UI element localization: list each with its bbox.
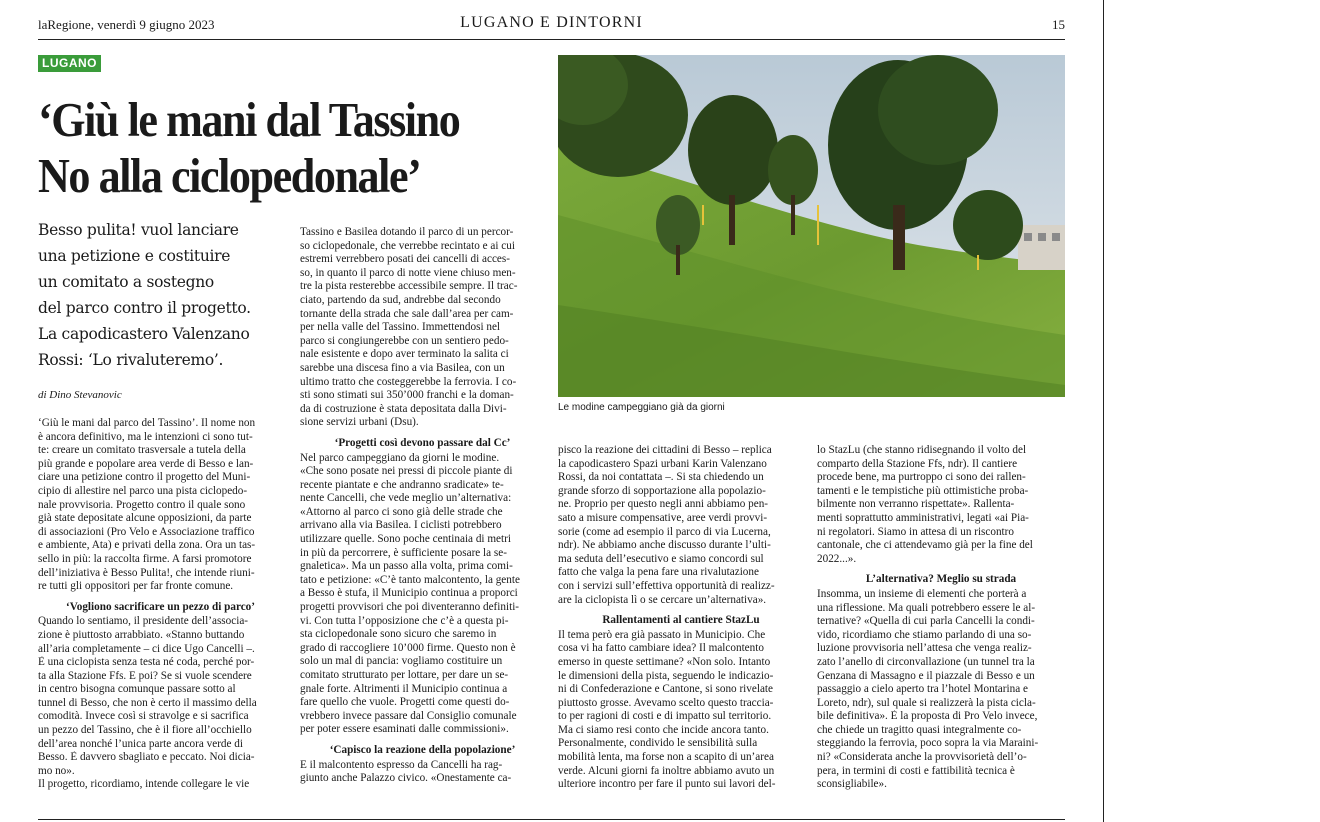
standfirst-line: una petizione e costituire	[38, 247, 231, 265]
text-line: lo StazLu (che stanno ridisegnando il volto del	[817, 444, 1027, 456]
text-line: «Attorno al parco ci sono già delle strade che	[300, 505, 503, 518]
text-line: gnale forte. Altrimenti il Municipio continua a	[300, 682, 508, 695]
standfirst-line: del parco contro il progetto.	[38, 299, 251, 317]
text-line: «Che sono posate nei pressi di piccole piante di	[300, 465, 513, 478]
text-line: di associazioni (Pro Velo e Associazione traffico	[38, 525, 255, 538]
text-line: giunto anche Palazzo civico. «Onestamente ca-	[300, 772, 512, 785]
text-line: vrebbero invece passare dal Consiglio comunale	[300, 709, 517, 722]
text-line: re tutti gli oppositori per far fronte comune.	[38, 580, 234, 593]
text-line: da di costruzione è stata depositata dalla Divi-	[300, 402, 507, 415]
text-line: solo un mal di pancia: vogliamo costituire un	[300, 655, 503, 668]
standfirst-line: un comitato a sostegno	[38, 273, 214, 291]
text-line: so ciclopedonale, che verrebbe recintato e ai cui	[300, 239, 515, 252]
text-line: sello in più: la raccolta firme. A farsi promotore	[38, 552, 252, 565]
text-line: a Besso è stufa, il Municipio continua a proporci	[300, 587, 518, 600]
text-line: ne. Proprio per questo negli anni abbiamo pen-	[558, 498, 769, 511]
page-header	[38, 14, 1065, 36]
text-line: per nella valle del Tassino. Immettendosi nel	[300, 321, 501, 334]
text-line: tato e petizione: «C’è tanto malcontento, la gente	[300, 573, 520, 586]
text-line: ni regolatori. Siamo in attesa di un riscontro	[817, 525, 1014, 538]
text-line: È una ciclopista senza testa né coda, perché por-	[38, 656, 255, 669]
text-line: sorie (come ad esempio il parco di via Lucerna,	[558, 525, 771, 538]
article-column-1	[38, 417, 283, 792]
text-line: to per ragioni di costi e di impatto sul territorio.	[558, 710, 772, 723]
text-line: ‘Giù le mani dal parco del Tassino’. Il nome non	[38, 417, 256, 429]
text-line: sarebbe una discesa fino a via Basilea, con un	[300, 361, 505, 374]
text-line: are la ciclopista lì o se cercare un’alternativa».	[558, 593, 767, 606]
text-line: verde. Alcuni giorni fa inoltre abbiamo avuto un	[558, 764, 775, 777]
text-line: nale esistente e dopo aver terminato la salita ci	[300, 348, 509, 361]
text-line: vido, ricordiamo che stiamo parlando di una so-	[817, 628, 1032, 641]
text-line: Il tema però era già passato in Municipio. Che	[558, 628, 766, 641]
text-line: sta ciclopedonale sono sicuro che saremo in	[300, 628, 497, 641]
text-line: Insomma, un insieme di elementi che porterà a	[817, 587, 1027, 600]
text-line: comodità. Invece così si stravolge e si sacrifica	[38, 710, 249, 723]
text-line: ultimo tratto che costeggerebbe la ferrovia. I co-	[300, 375, 517, 388]
text-line: progetti provvisori che poi diventeranno definiti-	[300, 601, 520, 614]
text-line: con i servizi sull’effettiva opportunità di realizz-	[558, 579, 775, 592]
subheading: Rallentamenti al cantiere StazLu	[602, 614, 760, 627]
text-line: 2022...».	[817, 552, 857, 565]
text-line: sione servizi urbani (Dsu).	[300, 416, 419, 429]
text-line: gnaletica». Ma un passo alla volta, prima comi-	[300, 560, 513, 573]
standfirst-line: Besso pulita! vuol lanciare	[38, 221, 239, 239]
text-line: sconsigliabile».	[817, 778, 887, 791]
text-line: nente Cancelli, che vede meglio un’alternativa:	[300, 492, 512, 505]
subheading: ‘Progetti così devono passare dal Cc’	[334, 436, 511, 449]
text-line: Personalmente, condivido le sensibilità sulla	[558, 737, 758, 750]
publication-date: laRegione, venerdì 9 giugno 2023	[38, 17, 215, 32]
text-line: un pezzo del Tassino, che è il fiore all’occhiello	[38, 724, 252, 737]
text-line: all’aria completamente – ci dice Ugo Cancelli –.	[38, 642, 255, 655]
text-line: tunnel di Besso, che non è certo il massimo della	[38, 696, 257, 709]
text-line: Il progetto, ricordiamo, intende collegare le vie	[38, 778, 250, 791]
text-line: in più da percorrere, è sufficiente posare la se-	[300, 546, 507, 559]
text-line: recente piantate e che andranno sradicate» te-	[300, 478, 504, 491]
header-divider	[38, 39, 1065, 40]
text-line: in centro bisogna comunque passare sotto al	[38, 683, 236, 696]
text-line: Quando lo sentiamo, il presidente dell’associa-	[38, 615, 249, 628]
text-line: steggiando la ferrovia, poco sopra la via Maraini-	[817, 737, 1039, 750]
text-line: dell’iniziativa è Besso Pulita!, che intende riuni-	[38, 566, 255, 579]
text-line: estremi verrebbero posati dei cancelli di acces-	[300, 253, 510, 266]
page-edge-rule	[1103, 0, 1104, 822]
headline-line: ‘Giù le mani dal Tassino	[38, 92, 460, 147]
location-tag: LUGANO	[38, 55, 101, 72]
text-line: parco si congiungerebbe con un sentiero pedo-	[300, 334, 509, 347]
article-column-2	[300, 226, 545, 786]
text-line: le dimensioni della pista, seguendo le indicazio-	[558, 669, 774, 682]
text-line: mo no».	[38, 764, 75, 777]
text-line: ta alla Stazione Ffs. E poi? Se si vuole scendere	[38, 669, 252, 682]
text-line: menti soprattutto amministrativi, legati «ai Pia-	[817, 511, 1029, 524]
text-line: zato l’anello di circonvallazione (un tunnel tra la	[817, 655, 1035, 668]
text-line: piuttosto grosse. Avevamo scelto questo traccia-	[558, 696, 774, 709]
text-line: più grande e popolare area verde di Besso e lan-	[38, 457, 254, 470]
text-line: vi. Con tutta l’opposizione che c’è a questa pi-	[300, 614, 509, 627]
text-line: dell’area nonché l’unica parte ancora verde di	[38, 737, 243, 750]
footer-divider	[38, 819, 1065, 820]
text-line: pera, in termini di costi e fattibilità tecnica è	[817, 764, 1015, 777]
text-line: ulteriore incontro per fare il punto sui lavori del-	[558, 778, 776, 791]
headline	[38, 92, 506, 204]
text-line: zione è piuttosto arrabbiato. «Stanno buttando	[38, 628, 245, 641]
text-line: bilmente non verranno rispettate». Rallenta-	[817, 498, 1015, 511]
text-line: nale provvisoria. Progetto contro il quale sono	[38, 498, 246, 511]
text-line: so, in quanto il parco di notte viene chiuso men-	[300, 266, 516, 279]
text-line: è ancora definitivo, ma le intenzioni ci sono tut-	[38, 430, 253, 443]
text-line: cosa vi ha fatto cambiare idea? Il malcontento	[558, 642, 764, 655]
text-line: per poter essere esaminati dalle commissioni».	[300, 723, 509, 736]
text-line: ni? «Considerata anche la provvisorietà dell’o-	[817, 751, 1027, 764]
text-line: comitato strutturato per lottare, per dare un se-	[300, 669, 509, 681]
text-line: sti sono stimati sui 350’000 franchi e la doman-	[300, 389, 514, 402]
text-line: ndr). Ne abbiamo anche discusso durante l’ulti-	[558, 539, 771, 552]
article-column-3	[558, 444, 804, 792]
text-line: che chiede un tragitto quasi integralmente co-	[817, 723, 1022, 736]
text-line: Tassino e Basilea dotando il parco di un percor-	[300, 226, 514, 238]
text-line: emerso in queste settimane? «Non solo. Intanto	[558, 655, 771, 668]
standfirst	[38, 217, 288, 373]
text-line: bile definitiva». È la proposta di Pro Velo invece,	[817, 710, 1038, 723]
headline-line: No alla ciclopedonale’	[38, 148, 421, 203]
park-photo-illustration	[558, 55, 1065, 397]
text-line: Nel parco campeggiano da giorni le modine.	[300, 451, 500, 464]
article-column-4	[817, 444, 1065, 792]
subheading: ‘Vogliono sacrificare un pezzo di parco’	[65, 600, 256, 613]
text-line: tre la pista resterebbe accessibile sempre. Il trac-	[300, 280, 518, 293]
text-line: già state depositate alcune opposizioni, da parte	[38, 512, 252, 525]
photo-caption: Le modine campeggiano già da giorni	[558, 402, 725, 413]
text-line: Genzana di Massagno e il piazzale di Besso e un	[817, 669, 1035, 682]
text-line: te: creare un comitato trasversale a tutela della	[38, 444, 246, 457]
text-line: cipio di allestire nel parco una pista ciclopedo-	[38, 484, 248, 497]
text-line: ma seduta dell’esecutivo e siamo concordi sul	[558, 552, 764, 565]
text-line: arrivano alla via Basilea. I ciclisti potrebbero	[300, 519, 502, 532]
text-line: la capodicastero Spazi urbani Karin Valenzano	[558, 457, 767, 470]
standfirst-line: Rossi: ‘Lo rivaluteremo’.	[38, 351, 224, 369]
text-line: tamenti e le tempistiche più ottimistiche proba-	[817, 484, 1029, 497]
text-line: Rossi, da noi contattata –. Si sta chiedendo un	[558, 471, 764, 484]
text-line: grande sforzo di sopportazione alla popolazio-	[558, 484, 766, 497]
text-line: Besso. È davvero sbagliato e peccato. Noi dicia-	[38, 751, 255, 764]
text-line: ciato, partendo da sud, andrebbe dal secondo	[300, 293, 501, 306]
text-line: ternative? «Quella di cui parla Cancelli la condi-	[817, 615, 1035, 628]
text-line: tornante della strada che sale dall’area per cam-	[300, 307, 514, 320]
text-line: E il malcontento espresso da Cancelli ha rag-	[300, 758, 503, 771]
standfirst-line: La capodicastero Valenzano	[38, 325, 250, 343]
text-line: utilizzare quelle. Sono poche centinaia di metri	[300, 533, 511, 546]
text-line: comparto della Stazione Ffs, ndr). Il cantiere	[817, 457, 1018, 470]
text-line: fatto che valga la pena fare una rivalutazione	[558, 566, 759, 579]
text-line: cantonale, che ci attendevamo già per la fine del	[817, 539, 1033, 552]
text-line: mobilità lenta, ma forse non a scapito di un’area	[558, 751, 774, 764]
text-line: sato a misure compensative, aree verdi provvi-	[558, 511, 768, 524]
article-photo	[558, 55, 1065, 397]
text-line: Ma ci siamo resi conto che incide ancora tanto.	[558, 723, 769, 736]
subheading: L’alternativa? Meglio su strada	[865, 573, 1017, 586]
text-line: ciare una petizione contro il progetto del Muni-	[38, 471, 251, 484]
text-line: procede bene, ma purtroppo ci sono dei rallen-	[817, 471, 1026, 484]
text-line: passaggio a cielo aperto tra l’hotel Montarina e	[817, 683, 1028, 696]
page-number: 15	[1052, 17, 1065, 32]
text-line: e ambiente, Ata) e privati della zona. Ora un tas-	[38, 539, 256, 552]
text-line: ni di Confederazione e Cantone, si sono rivelate	[558, 683, 773, 696]
text-line: Loreto, ndr), sul quale si realizzerà la pista cicla-	[817, 696, 1036, 709]
text-line: grado di raccogliere 10’000 firme. Questo non è	[300, 641, 516, 654]
text-line: luzione provvisoria nell’attesa che venga realiz-	[817, 642, 1032, 655]
text-line: fare quello che vuole. Progetti come questi do-	[300, 696, 510, 709]
text-line: una riflessione. Ma quali potrebbero essere le al-	[817, 601, 1036, 614]
byline: di Dino Stevanovic	[38, 389, 122, 401]
subheading: ‘Capisco la reazione della popolazione’	[329, 743, 516, 756]
section-title: LUGANO E DINTORNI	[460, 14, 643, 31]
text-line: pisco la reazione dei cittadini di Besso – replica	[558, 444, 772, 456]
